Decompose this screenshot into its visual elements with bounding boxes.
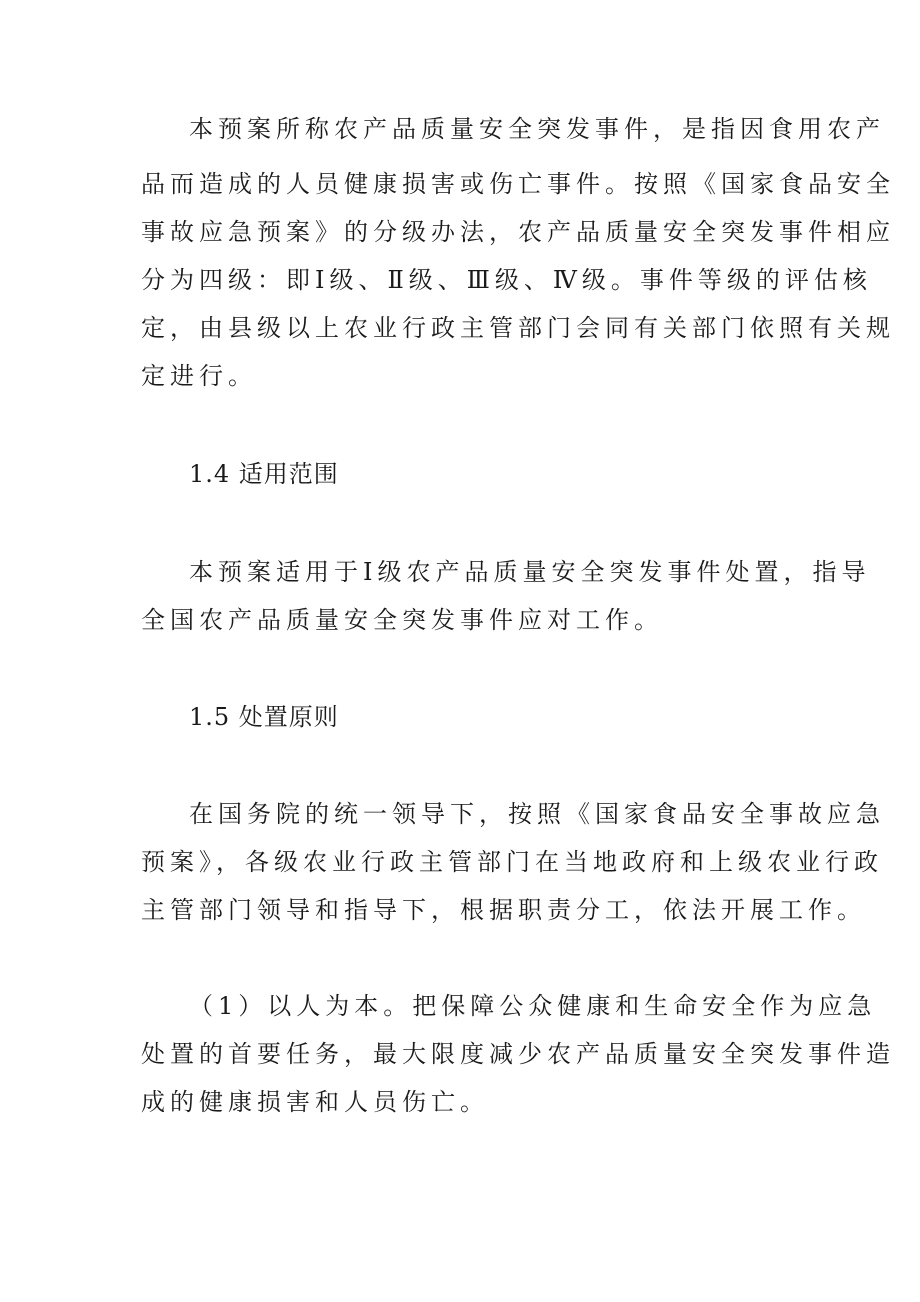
principle-1-line-2: 处置的首要任务，最大限度减少农产品质量安全突发事件造 bbox=[141, 1040, 895, 1068]
paragraph-1-line-3: 事故应急预案》的分级办法，农产品质量安全突发事件相应 bbox=[141, 218, 895, 246]
paragraph-1-line-1: 本预案所称农产品质量安全突发事件，是指因食用农产 bbox=[189, 115, 885, 143]
section-1-5-line-1: 在国务院的统一领导下，按照《国家食品安全事故应急 bbox=[189, 800, 885, 828]
paragraph-1-line-4: 分为四级：即Ⅰ级、Ⅱ级、Ⅲ级、Ⅳ级。事件等级的评估核 bbox=[141, 266, 872, 294]
principle-1-line-3: 成的健康损害和人员伤亡。 bbox=[141, 1088, 489, 1116]
paragraph-1-line-5: 定，由县级以上农业行政主管部门会同有关部门依照有关规 bbox=[141, 314, 895, 342]
principle-1-line-1: （1）以人为本。把保障公众健康和生命安全作为应急 bbox=[189, 992, 877, 1020]
section-1-4-line-1: 本预案适用于Ⅰ级农产品质量安全突发事件处置，指导 bbox=[189, 558, 871, 586]
section-1-5-line-2: 预案》，各级农业行政主管部门在当地政府和上级农业行政 bbox=[141, 848, 883, 876]
section-1-4-heading: 1.4 适用范围 bbox=[189, 460, 339, 488]
paragraph-1-line-2: 品而造成的人员健康损害或伤亡事件。按照《国家食品安全 bbox=[141, 170, 895, 198]
section-1-4-line-2: 全国农产品质量安全突发事件应对工作。 bbox=[141, 606, 663, 634]
section-1-5-line-3: 主管部门领导和指导下，根据职责分工，依法开展工作。 bbox=[141, 896, 866, 924]
section-1-5-heading: 1.5 处置原则 bbox=[189, 703, 339, 731]
paragraph-1-line-6: 定进行。 bbox=[141, 362, 257, 390]
